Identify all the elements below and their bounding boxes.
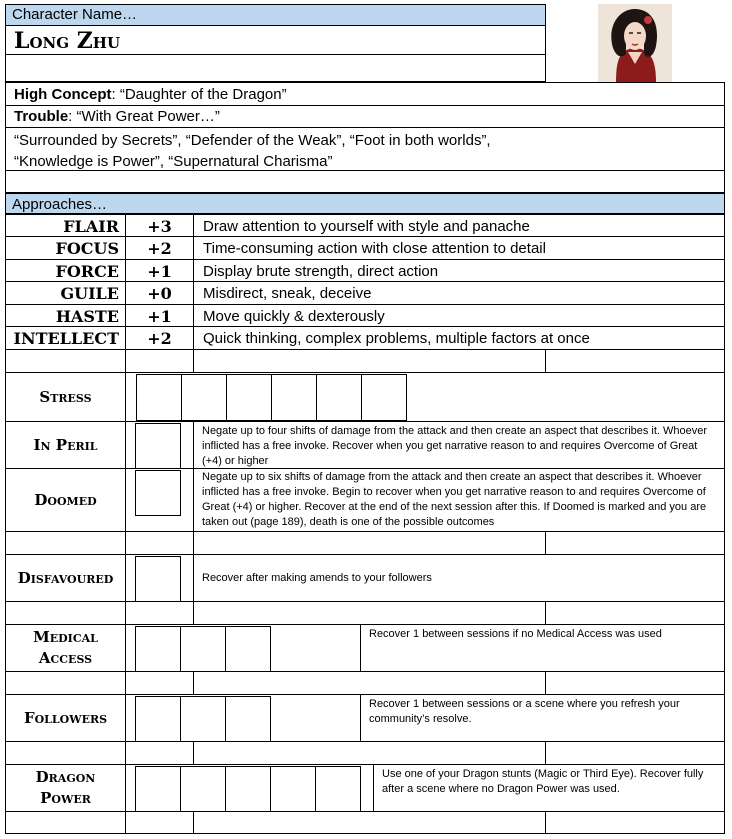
in-peril-note: Negate up to four shifts of damage from the attack and then create an aspect that describes it. Whoever inflicted has a free invoke. Recover when you get narrative reason to and requires Overcome of Great (+4) or higher [193, 421, 725, 469]
blank-cell [125, 601, 194, 625]
disfavoured-box-cell [125, 554, 194, 602]
doomed-box-cell [125, 468, 194, 532]
approach-value[interactable]: +3 [125, 214, 194, 237]
approach-name: GUILE [60, 284, 119, 303]
doomed-box[interactable] [135, 470, 181, 516]
trouble-value: : “With Great Power…” [68, 108, 220, 125]
in-peril-label: In Peril [33, 435, 98, 454]
approach-row [5, 259, 126, 282]
stress-box-3[interactable] [226, 374, 272, 421]
blank-cell [125, 671, 194, 695]
approach-name: HASTE [55, 307, 119, 326]
approach-value[interactable]: +2 [125, 326, 194, 350]
approach-name: FLAIR [63, 217, 119, 236]
approach-value[interactable]: +1 [125, 304, 194, 327]
high-concept-label: High Concept [14, 86, 112, 103]
approach-desc: Move quickly & dexterously [193, 304, 725, 327]
approach-desc: Display brute strength, direct action [193, 259, 725, 282]
blank-cell [545, 741, 725, 765]
blank-cell [193, 811, 546, 834]
approach-desc: Misdirect, sneak, deceive [193, 281, 725, 305]
approach-desc: Draw attention to yourself with style and panache [193, 214, 725, 237]
medical-access-box-2[interactable] [180, 626, 226, 672]
stress-box-2[interactable] [181, 374, 227, 421]
stress-box-1[interactable] [136, 374, 182, 421]
blank-cell [125, 531, 194, 555]
disfavoured-label: Disfavoured [17, 568, 114, 587]
disfavoured-box[interactable] [135, 556, 181, 602]
blank-cell [545, 811, 725, 834]
stress-box-4[interactable] [271, 374, 317, 421]
other-aspects-row[interactable] [5, 127, 725, 171]
stress-label-cell [5, 372, 126, 422]
approach-name: INTELLECT [13, 329, 119, 348]
name-blank-row [5, 54, 546, 82]
character-portrait [598, 4, 672, 82]
approach-row [5, 304, 126, 327]
dragon-power-box-3[interactable] [225, 766, 271, 812]
approaches-header [5, 193, 725, 214]
in-peril-label-cell [5, 421, 126, 469]
approach-value[interactable]: +2 [125, 236, 194, 260]
blank-cell [5, 741, 126, 765]
approach-row [5, 214, 126, 237]
dragon-power-box-2[interactable] [180, 766, 226, 812]
followers-note: Recover 1 between sessions or a scene where you refresh your community’s resolve. [360, 694, 725, 742]
portrait-image [598, 4, 672, 82]
dragon-power-box-5[interactable] [315, 766, 361, 812]
blank-cell [5, 349, 126, 373]
blank-cell [193, 531, 546, 555]
character-name-value: Long Zhu [14, 28, 121, 54]
stress-box-5[interactable] [316, 374, 362, 421]
doomed-label: Doomed [34, 490, 97, 509]
high-concept-value: : “Daughter of the Dragon” [111, 86, 287, 103]
dragon-power-label-cell [5, 764, 126, 812]
high-concept-row[interactable] [5, 82, 725, 106]
dragon-power-box-1[interactable] [135, 766, 181, 812]
stress-label: Stress [39, 387, 92, 406]
stress-box-6[interactable] [361, 374, 407, 421]
other-aspects-line-2: “Knowledge is Power”, “Supernatural Charisma” [14, 153, 333, 170]
character-name-label: Character Name… [12, 6, 138, 23]
approaches-label: Approaches… [12, 196, 108, 213]
blank-cell [193, 349, 546, 373]
disfavoured-label-cell [5, 554, 126, 602]
stress-track-cell [125, 372, 725, 422]
blank-cell [545, 671, 725, 695]
followers-box-3[interactable] [225, 696, 271, 742]
dragon-power-note: Use one of your Dragon stunts (Magic or Third Eye). Recover fully after a scene where no Dragon Power was used. [373, 764, 725, 812]
blank-cell [193, 741, 546, 765]
approach-value[interactable]: +0 [125, 281, 194, 305]
approach-desc: Time-consuming action with close attention to detail [193, 236, 725, 260]
dragon-power-label-2: Power [40, 789, 91, 807]
dragon-power-box-4[interactable] [270, 766, 316, 812]
blank-cell [5, 671, 126, 695]
blank-cell [125, 349, 194, 373]
followers-label: Followers [23, 708, 108, 727]
medical-access-track-cell [125, 624, 361, 672]
blank-cell [545, 349, 725, 373]
approach-name: FOCUS [55, 239, 119, 258]
doomed-label-cell [5, 468, 126, 532]
approach-name: FORCE [55, 262, 119, 281]
blank-cell [545, 601, 725, 625]
trouble-row[interactable] [5, 105, 725, 128]
blank-cell [5, 531, 126, 555]
in-peril-box-cell [125, 421, 194, 469]
medical-access-note: Recover 1 between sessions if no Medical Access was used [360, 624, 725, 672]
followers-box-1[interactable] [135, 696, 181, 742]
other-aspects-line-1: “Surrounded by Secrets”, “Defender of the Weak”, “Foot in both worlds”, [14, 132, 491, 149]
trouble-label: Trouble [14, 108, 69, 125]
aspects-blank-row [5, 170, 725, 193]
medical-access-label-cell [5, 624, 126, 672]
medical-access-box-3[interactable] [225, 626, 271, 672]
blank-cell [193, 601, 546, 625]
followers-box-2[interactable] [180, 696, 226, 742]
doomed-note: Negate up to six shifts of damage from the attack and then create an aspect that describes it. Whoever inflicted has a free invoke. Begin to recover when you get narrative reason to and requires Overcome of Great (+4) or higher. Recover at the end of the next session after this. If Doomed is marked and you are taken out (page 189), death is one of the possible outcomes [193, 468, 725, 532]
approach-row [5, 281, 126, 305]
approach-value[interactable]: +1 [125, 259, 194, 282]
dragon-power-track-cell [125, 764, 374, 812]
in-peril-box[interactable] [135, 423, 181, 469]
medical-access-label-1: Medical [33, 628, 98, 646]
blank-cell [125, 741, 194, 765]
medical-access-box-1[interactable] [135, 626, 181, 672]
dragon-power-label-1: Dragon [35, 768, 96, 786]
character-name-header [5, 4, 546, 26]
approach-desc: Quick thinking, complex problems, multiple factors at once [193, 326, 725, 350]
blank-cell [125, 811, 194, 834]
blank-cell [5, 811, 126, 834]
disfavoured-note: Recover after making amends to your followers [193, 554, 725, 602]
approach-row [5, 236, 126, 260]
medical-access-label-2: Access [38, 649, 93, 667]
approach-row [5, 326, 126, 350]
character-name-field[interactable] [5, 25, 546, 55]
followers-label-cell [5, 694, 126, 742]
blank-cell [193, 671, 546, 695]
followers-track-cell [125, 694, 361, 742]
blank-cell [5, 601, 126, 625]
blank-cell [545, 531, 725, 555]
